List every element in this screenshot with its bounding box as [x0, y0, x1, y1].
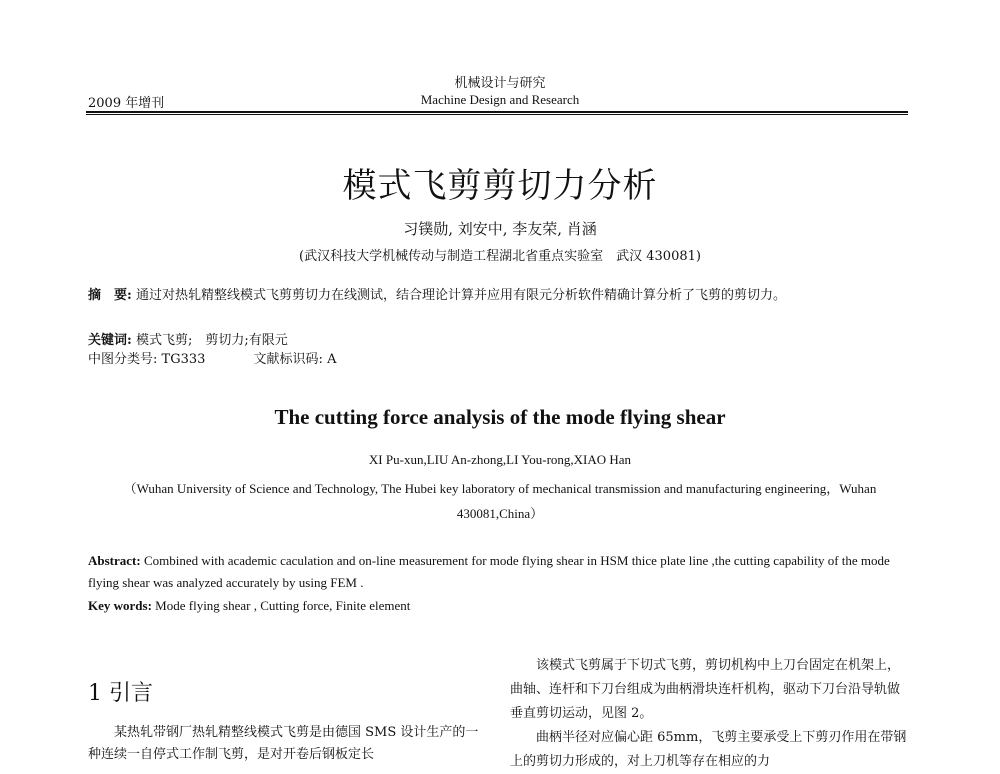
keywords-en — [88, 598, 410, 614]
keywords-en-label: Key words: — [88, 598, 152, 613]
abstract-cn-label: 摘 要: — [88, 288, 132, 303]
keywords-cn-label: 关键词: — [88, 333, 132, 348]
classification-cn — [88, 348, 336, 367]
abstract-cn — [88, 286, 888, 305]
authors-cn: 习镤勋, 刘安中, 李友荣, 肖涵 — [403, 220, 597, 238]
right-column — [510, 654, 908, 774]
keywords-cn — [88, 329, 288, 348]
right-paragraph-1: 该模式飞剪属于下切式飞剪，剪切机构中上刀台固定在机架上，曲轴、连杆和下刀台组成为曲柄滑块连杆机构，驱动下刀台沿导轨做垂直剪切运动，见图 2。 — [510, 658, 901, 721]
keywords-en-text: Mode flying shear , Cutting force, Finite element — [155, 598, 411, 613]
journal-name-cn: 机械设计与研究 — [454, 76, 546, 91]
header-rule — [86, 111, 908, 113]
abstract-en-label: Abstract: — [88, 553, 141, 568]
keywords-cn-text: 模式飞剪; 剪切力;有限元 — [135, 333, 288, 348]
section-heading-intro: 1 引言 — [88, 681, 153, 706]
paper-title-cn: 模式飞剪剪切力分析 — [342, 166, 658, 206]
journal-name-en: Machine Design and Research — [420, 92, 580, 107]
affiliation-en: （Wuhan University of Science and Technology, The Hubei key laboratory of mechanical transmission and manufacturing engineering，Wuhan 430081,China） — [123, 481, 877, 521]
affiliation-cn: (武汉科技大学机械传动与制造工程湖北省重点实验室 武汉 430081) — [299, 249, 701, 264]
classification-label: 中图分类号: — [88, 352, 158, 367]
paper-title-en: The cutting force analysis of the mode flying shear — [274, 405, 726, 429]
abstract-en — [88, 550, 908, 594]
intro-paragraph: 某热轧带钢厂热轧精整线模式飞剪是由德国 SMS 设计生产的一种连续一自停式工作制飞剪，是对开卷后钢板定长 — [88, 725, 479, 762]
classification-code: TG333 — [161, 352, 206, 367]
doc-code-label: 文献标识码: — [253, 352, 323, 367]
authors-en: XI Pu-xun,LIU An-zhong,LI You-rong,XIAO Han — [368, 452, 632, 467]
abstract-cn-text: 通过对热轧精整线模式飞剪剪切力在线测试，结合理论计算并应用有限元分析软件精确计算分析了飞剪的剪切力。 — [135, 288, 786, 303]
right-paragraph-2: 曲柄半径对应偏心距 65mm，飞剪主要承受上下剪刃作用在带钢上的剪切力形成的，对上刀机等存在相应的力 — [510, 730, 907, 769]
issue-label: 2009 年增刊 — [88, 96, 165, 111]
abstract-en-text: Combined with academic caculation and on-line measurement for mode flying shear in HSM thice plate line ,the cutting capability of the mode flying shear was analyzed accurately by using FEM . — [88, 553, 890, 590]
doc-code: A — [327, 352, 337, 367]
header-rule-thin — [86, 114, 908, 115]
